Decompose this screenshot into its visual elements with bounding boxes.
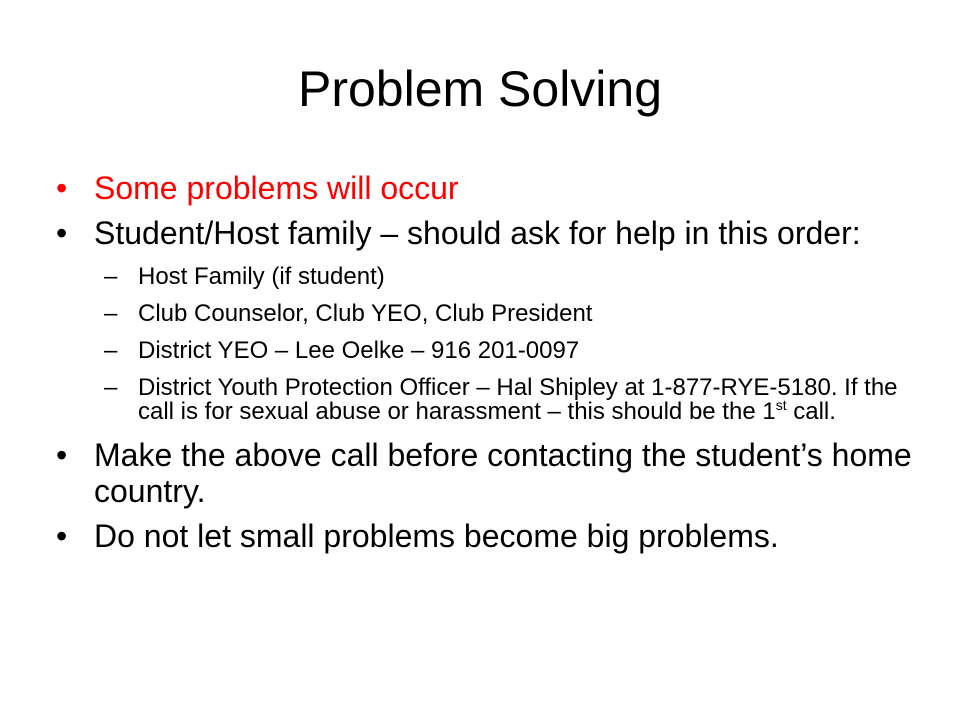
bullet-marker: • <box>56 170 68 206</box>
dash-marker: – <box>104 263 118 290</box>
sub-list <box>56 265 916 424</box>
bullet-item <box>56 518 916 554</box>
sub-item-text-main: District Youth Protection Officer – Hal Shipley at 1-877-RYE-5180. If the call is for sexual abuse or harassment – this should be the 1 <box>138 374 898 425</box>
dash-marker: – <box>104 374 118 401</box>
sub-item-text: District YEO – Lee Oelke – 916 201-0097 <box>138 337 580 364</box>
bullet-item <box>56 215 916 251</box>
sub-item-text <box>138 374 898 425</box>
dash-marker: – <box>104 337 118 364</box>
sub-item <box>56 302 916 326</box>
sub-item-text: Host Family (if student) <box>138 263 385 290</box>
bullet-text: Make the above call before contacting the student’s home country. <box>94 437 912 509</box>
sub-item <box>56 376 916 424</box>
sub-item-text-end: call. <box>786 398 836 425</box>
bullet-marker: • <box>56 437 68 473</box>
slide-content <box>56 170 916 563</box>
bullet-marker: • <box>56 215 68 251</box>
bullet-text: Do not let small problems become big problems. <box>94 518 779 554</box>
sub-item <box>56 339 916 363</box>
bullet-item <box>56 170 916 206</box>
bullet-text: Some problems will occur <box>94 170 459 206</box>
bullet-text: Student/Host family – should ask for help in this order: <box>94 215 861 251</box>
ordinal-superscript: st <box>775 397 787 413</box>
sub-item-text: Club Counselor, Club YEO, Club President <box>138 300 593 327</box>
bullet-marker: • <box>56 518 68 554</box>
dash-marker: – <box>104 300 118 327</box>
bullet-item <box>56 437 916 509</box>
slide-title: Problem Solving <box>297 61 663 117</box>
sub-item <box>56 265 916 289</box>
